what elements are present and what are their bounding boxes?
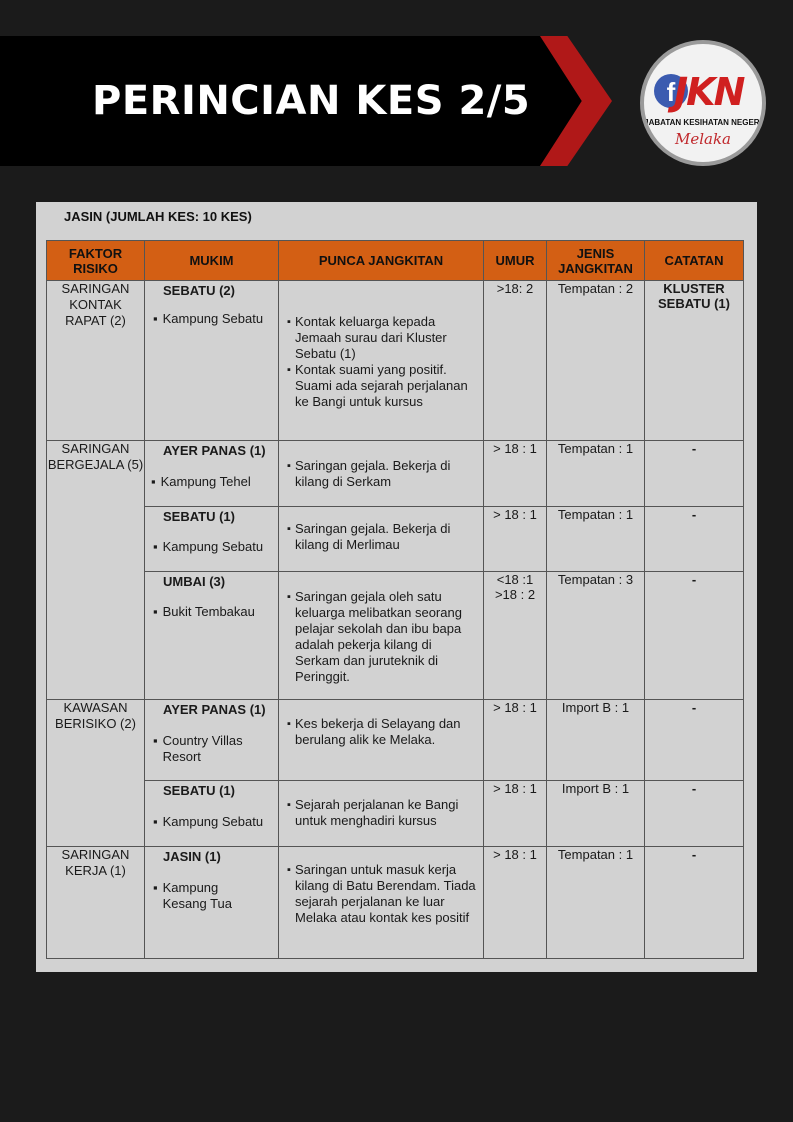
punca-cell (279, 572, 484, 700)
logo-subtitle: JABATAN KESIHATAN NEGERI (644, 118, 762, 127)
umur-cell: > 18 : 1 (484, 507, 547, 572)
table-header-row (47, 241, 744, 281)
punca-item: ▪ Saringan gejala oleh satu keluarga melibatkan seorang pelajar sekolah dan ibu bapa adalah pekerja kilang di Serkam dan juruteknik di Peringgit. (287, 589, 479, 685)
mukim-cell (145, 781, 279, 847)
table-row (47, 441, 744, 507)
mukim-place: ▪ Kampung Sebatu (153, 814, 264, 829)
umur-cell: <18 :1 >18 : 2 (484, 572, 547, 700)
catatan-cell: - (645, 507, 744, 572)
punca-item: ▪ Kes bekerja di Selayang dan berulang alik ke Melaka. (287, 716, 479, 748)
col-header-punca-jangkitan: PUNCA JANGKITAN (279, 241, 484, 281)
jenis-cell: Tempatan : 1 (547, 507, 645, 572)
mukim-cell (145, 507, 279, 572)
punca-cell (279, 781, 484, 847)
risk-factor-cell: KAWASAN BERISIKO (2) (47, 700, 145, 847)
punca-item: ▪ Kontak suami yang positif. Suami ada sejarah perjalanan ke Bangi untuk kursus (287, 362, 479, 410)
mukim-title: AYER PANAS (1) (163, 443, 266, 458)
col-header-faktor-risiko: FAKTOR RISIKO (47, 241, 145, 281)
punca-item: ▪ Sejarah perjalanan ke Bangi untuk menghadiri kursus (287, 797, 479, 829)
jenis-cell: Import B : 1 (547, 781, 645, 847)
col-header-umur: UMUR (484, 241, 547, 281)
mukim-cell (145, 700, 279, 781)
mukim-cell (145, 847, 279, 959)
mukim-title: SEBATU (2) (163, 283, 235, 298)
table-row (47, 572, 744, 700)
mukim-title: JASIN (1) (163, 849, 221, 864)
case-table (46, 240, 744, 959)
mukim-place: ▪ Kampung Sebatu (153, 311, 264, 326)
col-header-catatan: CATATAN (645, 241, 744, 281)
mukim-place: ▪ Country Villas Resort (153, 733, 243, 764)
punca-item: ▪ Kontak keluarga kepada Jemaah surau dari Kluster Sebatu (1) (287, 314, 479, 362)
risk-factor-cell: SARINGAN KONTAK RAPAT (2) (47, 281, 145, 441)
mukim-title: UMBAI (3) (163, 574, 226, 589)
section-title: JASIN (JUMLAH KES: 10 KES) (64, 209, 252, 224)
mukim-place: ▪ Kampung Kesang Tua (153, 880, 232, 911)
mukim-title: AYER PANAS (1) (163, 702, 266, 717)
umur-cell: > 18 : 1 (484, 781, 547, 847)
col-header-mukim: MUKIM (145, 241, 279, 281)
page-title: PERINCIAN KES 2/5 (92, 78, 531, 124)
umur-cell: > 18 : 1 (484, 700, 547, 781)
mukim-place: ▪ Kampung Tehel (151, 474, 251, 489)
catatan-cell: - (645, 441, 744, 507)
logo-mark: JKN (674, 70, 744, 114)
facebook-icon: f (654, 74, 688, 108)
jenis-cell: Tempatan : 1 (547, 441, 645, 507)
punca-item: ▪ Saringan gejala. Bekerja di kilang di Merlimau (287, 521, 479, 553)
catatan-cell: - (645, 781, 744, 847)
punca-item: ▪ Saringan untuk masuk kerja kilang di Batu Berendam. Tiada sejarah perjalanan ke luar Melaka atau kontak kes positif (287, 862, 479, 926)
mukim-title: SEBATU (1) (163, 509, 235, 524)
catatan-cell: - (645, 572, 744, 700)
jenis-cell: Tempatan : 2 (547, 281, 645, 441)
jenis-cell: Tempatan : 3 (547, 572, 645, 700)
punca-item: ▪ Saringan gejala. Bekerja di kilang di Serkam (287, 458, 479, 490)
mukim-place: ▪ Kampung Sebatu (153, 539, 264, 554)
jenis-cell: Tempatan : 1 (547, 847, 645, 959)
catatan-cell: - (645, 847, 744, 959)
table-row (47, 507, 744, 572)
table-row (47, 700, 744, 781)
risk-factor-cell: SARINGAN BERGEJALA (5) (47, 441, 145, 700)
umur-cell: > 18 : 1 (484, 847, 547, 959)
jkn-logo (640, 40, 766, 166)
table-row (47, 781, 744, 847)
umur-cell: > 18 : 1 (484, 441, 547, 507)
catatan-cell: - (645, 700, 744, 781)
jenis-cell: Import B : 1 (547, 700, 645, 781)
umur-cell: >18: 2 (484, 281, 547, 441)
punca-cell (279, 441, 484, 507)
table-row (47, 847, 744, 959)
punca-cell (279, 507, 484, 572)
punca-cell (279, 281, 484, 441)
mukim-place: ▪ Bukit Tembakau (153, 604, 255, 619)
catatan-cell: KLUSTER SEBATU (1) (645, 281, 744, 441)
mukim-cell (145, 572, 279, 700)
table-row (47, 281, 744, 441)
risk-factor-cell: SARINGAN KERJA (1) (47, 847, 145, 959)
mukim-title: SEBATU (1) (163, 783, 235, 798)
mukim-cell (145, 441, 279, 507)
col-header-jenis-jangkitan: JENIS JANGKITAN (547, 241, 645, 281)
punca-cell (279, 700, 484, 781)
punca-cell (279, 847, 484, 959)
logo-script: Melaka (674, 130, 731, 148)
mukim-cell (145, 281, 279, 441)
